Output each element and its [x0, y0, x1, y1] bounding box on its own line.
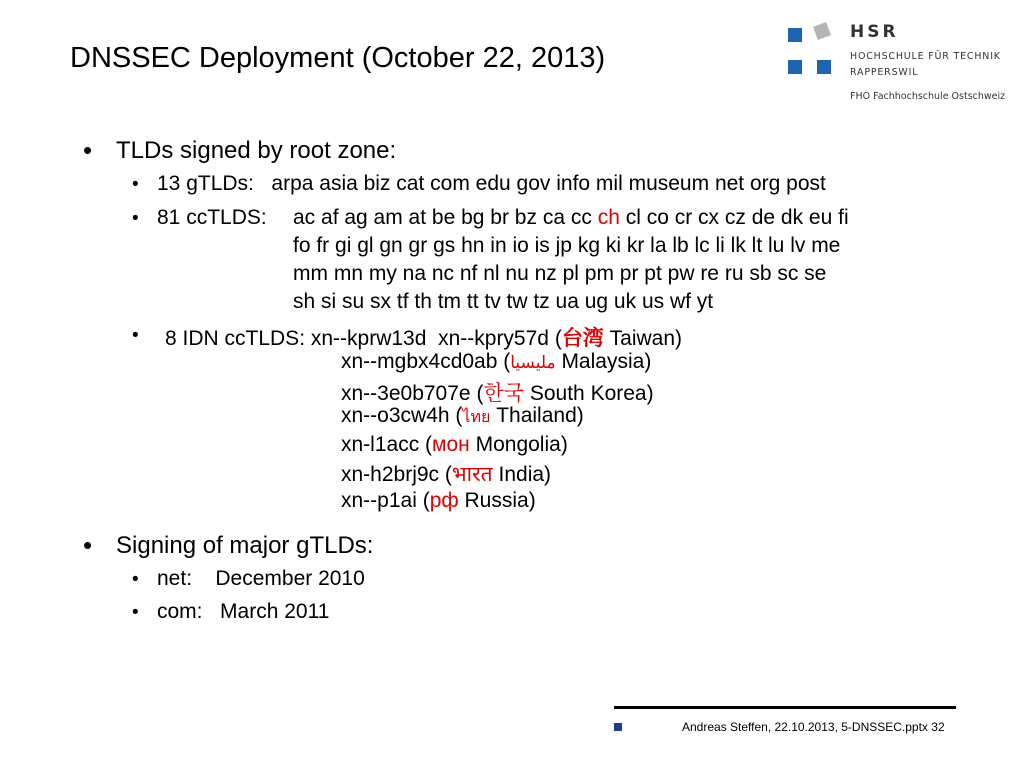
idn-code: xn--o3cw4h	[341, 404, 450, 427]
logo-square-blue-2	[788, 60, 802, 74]
bullet-icon: •	[83, 135, 93, 165]
bullet-icon: •	[132, 325, 139, 346]
cctld-line-4: sh si su sx tf th tm tt tv tw tz ua ug uk us wf yt	[293, 290, 714, 313]
cctld-line-3: mm mn my na nc nf nl nu nz pl pm pr pt pw re ru sb sc se	[293, 262, 827, 285]
idn-code: xn-l1acc	[341, 433, 420, 456]
section-heading: TLDs signed by root zone:	[116, 137, 397, 164]
cctld-line-1	[293, 206, 849, 230]
bullet-icon: •	[132, 602, 139, 623]
cctld-highlight-ch: ch	[597, 206, 620, 229]
idn-code: xn-h2brj9c	[341, 463, 440, 486]
gtld-name: com:	[157, 600, 203, 623]
idn-country: Malaysia	[561, 350, 645, 373]
section-heading: Signing of major gTLDs:	[116, 532, 374, 559]
footer-square-icon	[614, 723, 622, 731]
logo-square-blue-3	[817, 60, 831, 74]
gtld-signing-row	[157, 567, 365, 591]
idn-country: Russia	[464, 489, 529, 512]
gtld-signing-row	[157, 600, 329, 624]
idn-label: 8 IDN ccTLDS:	[165, 327, 306, 350]
idn-country: Mongolia	[475, 433, 561, 456]
bullet-icon: •	[132, 174, 139, 195]
gtld-label: 13 gTLDs:	[157, 172, 254, 195]
gtld-date: December 2010	[215, 567, 365, 590]
idn-country: India	[498, 463, 545, 486]
idn-script: ไทย	[462, 409, 491, 426]
bullet-icon: •	[132, 208, 139, 229]
cctld-label: 81 ccTLDS:	[157, 206, 267, 229]
logo-square-gray	[813, 22, 831, 40]
gtld-row	[157, 172, 826, 196]
logo-name: HSR	[850, 22, 899, 42]
idn-row-1: 8 IDN ccTLDS: xn--kprw13d xn--kpry57d (台湾 Taiwan)	[165, 327, 683, 350]
idn-code: xn--kprw13d	[310, 327, 427, 350]
idn-country: South Korea	[529, 382, 647, 405]
idn-code: xn--p1ai	[341, 489, 417, 512]
idn-row: xn--p1ai (рф Russia)	[341, 489, 536, 512]
logo-square-blue-1	[788, 28, 802, 42]
idn-code: xn--3e0b707e	[341, 382, 471, 405]
idn-row: xn--mgbx4cd0ab (مليسيا Malaysia)	[341, 350, 652, 373]
footer-text: Andreas Steffen, 22.10.2013, 5-DNSSEC.pptx 32	[682, 720, 945, 734]
gtld-list: arpa asia biz cat com edu gov info mil museum net org post	[271, 172, 826, 195]
idn-row: xn--3e0b707e (한국 South Korea)	[341, 382, 654, 405]
idn-row: xn-l1acc (мон Mongolia)	[341, 433, 568, 456]
logo-line-1: HOCHSCHULE FÜR TECHNIK	[850, 51, 1001, 62]
idn-script: 台湾	[561, 327, 604, 350]
bullet-icon: •	[132, 569, 139, 590]
bullet-icon: •	[83, 530, 93, 560]
footer-divider	[614, 706, 956, 709]
gtld-date: March 2011	[220, 600, 330, 623]
cctld-line-1-before: ac af ag am at be bg br bz ca cc	[293, 206, 592, 229]
logo-subtitle: FHO Fachhochschule Ostschweiz	[850, 91, 1006, 102]
idn-country: Thailand	[496, 404, 577, 427]
idn-row: xn--o3cw4h (ไทย Thailand)	[341, 404, 584, 427]
idn-script: рф	[429, 489, 459, 512]
idn-row: xn-h2brj9c (भारत India)	[341, 463, 552, 486]
cctld-line-1-after: cl co cr cx cz de dk eu fi	[625, 206, 849, 229]
idn-country: Taiwan	[609, 327, 676, 350]
idn-code: xn--kpry57d	[438, 327, 549, 350]
slide-title: DNSSEC Deployment (October 22, 2013)	[70, 42, 606, 74]
gtld-name: net:	[157, 567, 193, 590]
logo-line-2: RAPPERSWIL	[850, 67, 919, 78]
idn-script: мон	[432, 433, 470, 456]
idn-code: xn--mgbx4cd0ab	[341, 350, 498, 373]
idn-script: भारत	[451, 463, 493, 486]
cctld-line-2: fo fr gi gl gn gr gs hn in io is jp kg ki kr la lb lc li lk lt lu lv me	[293, 234, 841, 257]
idn-script: مليسيا	[510, 353, 556, 373]
idn-script: 한국	[483, 382, 525, 405]
